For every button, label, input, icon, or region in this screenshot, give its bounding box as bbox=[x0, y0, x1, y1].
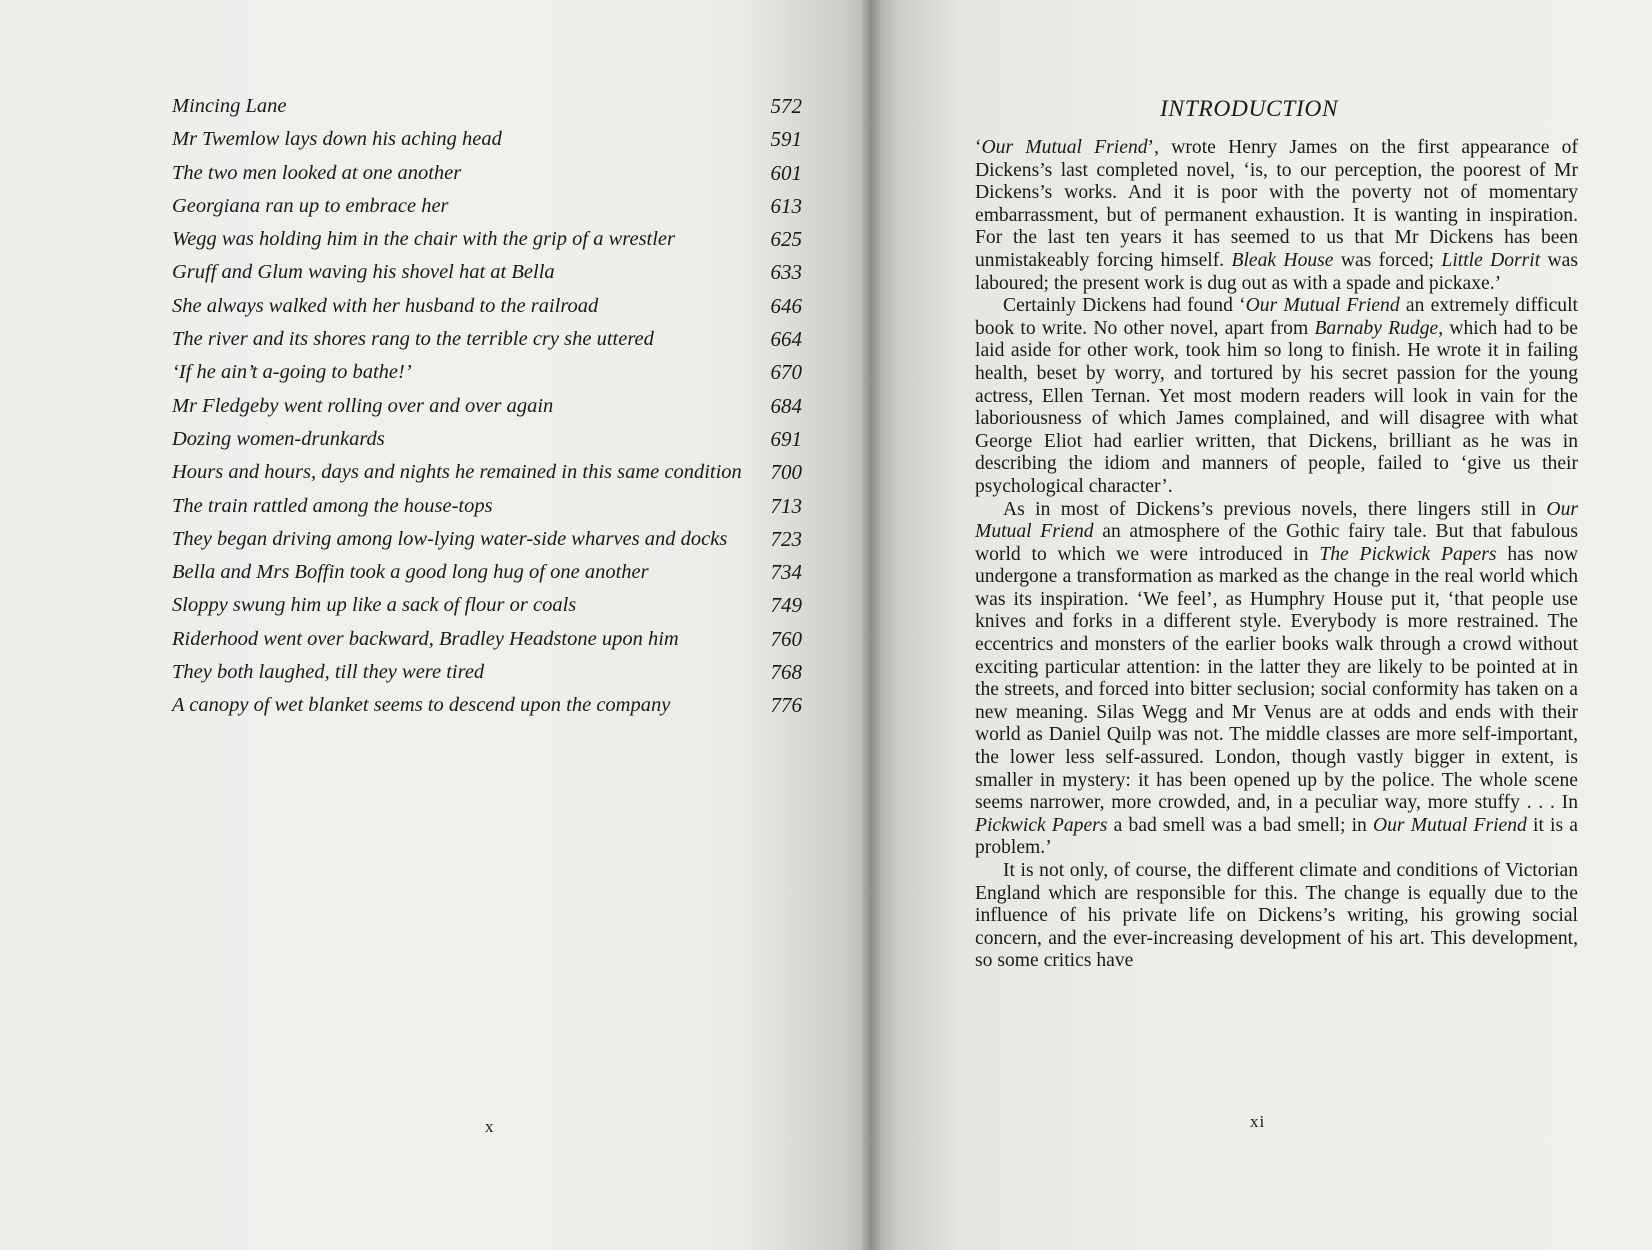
text-run: was laboured; the present work is dug out as with a spade and pickaxe.’ bbox=[975, 249, 1578, 294]
illustration-page-number: 572 bbox=[770, 94, 802, 118]
illustration-page-number: 734 bbox=[770, 560, 802, 585]
illustration-entry bbox=[172, 560, 802, 585]
introduction-body bbox=[975, 137, 1578, 973]
illustration-entry bbox=[172, 394, 802, 419]
introduction-heading: INTRODUCTION bbox=[1160, 96, 1339, 122]
illustration-title: Wegg was holding him in the chair with the grip of a wrestler bbox=[172, 228, 676, 251]
illustration-title: The river and its shores rang to the terrible cry she uttered bbox=[172, 328, 654, 351]
illustration-entry bbox=[172, 460, 802, 485]
text-run: an atmosphere of the Gothic fairy tale. But that fabulous world to which we were introduced in bbox=[975, 521, 1579, 565]
italic-title-run: Our Mutual Friend bbox=[981, 137, 1148, 158]
italic-title-run: Pickwick Papers bbox=[975, 814, 1108, 836]
illustrations-list bbox=[172, 94, 802, 727]
italic-title-run: Barnaby Rudge bbox=[1314, 317, 1439, 339]
illustration-title: Hours and hours, days and nights he remained in this same condition bbox=[172, 461, 742, 484]
illustration-title: The two men looked at one another bbox=[172, 161, 462, 184]
italic-title-run: Little Dorrit bbox=[1441, 249, 1541, 271]
illustration-page-number: 684 bbox=[770, 393, 802, 418]
illustration-entry bbox=[172, 127, 802, 152]
introduction-paragraph bbox=[975, 137, 1578, 295]
illustration-entry bbox=[172, 660, 802, 685]
illustration-entry bbox=[172, 693, 802, 718]
text-run: ‘ bbox=[975, 137, 982, 158]
page-number-right: xi bbox=[1250, 1112, 1266, 1131]
introduction-paragraph bbox=[975, 860, 1578, 973]
illustration-title: She always walked with her husband to the railroad bbox=[172, 294, 599, 317]
illustration-title: Gruff and Glum waving his shovel hat at Bella bbox=[172, 261, 555, 284]
illustration-page-number: 776 bbox=[770, 693, 802, 718]
illustration-entry bbox=[172, 360, 802, 385]
illustration-title: Bella and Mrs Boffin took a good long hug of one another bbox=[172, 561, 649, 584]
illustration-page-number: 633 bbox=[770, 260, 802, 285]
illustration-page-number: 700 bbox=[770, 460, 802, 485]
book-gutter bbox=[862, 0, 880, 1250]
illustration-title: Riderhood went over backward, Bradley Headstone upon him bbox=[172, 627, 679, 650]
illustration-page-number: 713 bbox=[770, 493, 802, 518]
illustration-entry bbox=[172, 593, 802, 618]
page-number-left: x bbox=[485, 1117, 495, 1136]
illustration-page-number: 749 bbox=[770, 593, 802, 618]
illustration-page-number: 768 bbox=[770, 660, 802, 685]
illustration-title: Mr Fledgeby went rolling over and over again bbox=[172, 394, 554, 417]
text-run: , which had to be laid aside for other work, took him so long to finish. He wrote it in failing health, beset by worry, and tortured by his secret passion for the young actress, Ellen Ternan. Yet most modern readers will look in vain for the laboriousness of which James complained, and will disagree with what George Eliot had earlier written, that Dickens, brilliant as he was in describing the idiom and manners of people, failed to ‘give us their psychological character’. bbox=[975, 317, 1579, 497]
illustration-title: Dozing women-drunkards bbox=[172, 427, 385, 450]
illustration-title: They began driving among low-lying water-side wharves and docks bbox=[172, 527, 728, 550]
illustration-title: The train rattled among the house-tops bbox=[172, 494, 493, 517]
illustration-entry bbox=[172, 627, 802, 652]
illustration-page-number: 625 bbox=[770, 227, 802, 252]
text-run: a bad smell was a bad smell; in bbox=[1107, 814, 1373, 836]
text-run: As in most of Dickens’s previous novels, there lingers still in bbox=[1003, 498, 1547, 520]
illustration-entry bbox=[172, 194, 802, 219]
text-run: has now undergone a transformation as marked as the change in the real world which was its inspiration. ‘We feel’, as Humphry House put it, ‘that people use knives and forks in a different style. Everybody is more restrained. The eccentrics and monsters of the earlier books walk through a crowd without exciting particular attention: in the latter they are likely to be pointed at in the streets, and forced into bitter seclusion; social conformity has taken on a new meaning. Silas Wegg and Mr Venus are at odds and ends with their world as Daniel Quilp was not. The middle classes are more self-important, the lower less self-assured. London, though vastly bigger in extent, is smaller in mystery: it has been opened up by the police. The whole scene seems narrower, more crowded, and, in a peculiar way, more stuffy . . . In bbox=[975, 543, 1578, 814]
introduction-paragraph bbox=[975, 499, 1578, 861]
text-run: an extremely difficult book to write. No other novel, apart from bbox=[975, 295, 1578, 339]
illustration-page-number: 613 bbox=[770, 193, 802, 218]
illustration-title: Mincing Lane bbox=[172, 95, 287, 117]
italic-title-run: Our Mutual Friend bbox=[1245, 295, 1400, 317]
text-run: Certainly Dickens had found ‘ bbox=[1003, 295, 1246, 317]
illustration-page-number: 646 bbox=[770, 293, 802, 318]
illustration-entry bbox=[172, 294, 802, 319]
illustration-page-number: 664 bbox=[770, 327, 802, 352]
italic-title-run: Bleak House bbox=[1231, 249, 1334, 271]
text-run: was forced; bbox=[1333, 249, 1442, 271]
illustration-title: ‘If he ain’t a-going to bathe!’ bbox=[172, 361, 412, 384]
illustration-page-number: 601 bbox=[770, 160, 802, 185]
illustration-page-number: 723 bbox=[770, 526, 802, 551]
illustration-entry bbox=[172, 161, 802, 186]
text-run: it is a problem.’ bbox=[975, 814, 1578, 859]
italic-title-run: Our Mutual Friend bbox=[975, 498, 1578, 543]
illustration-title: Georgiana ran up to embrace her bbox=[172, 194, 449, 217]
italic-title-run: Our Mutual Friend bbox=[1372, 814, 1527, 836]
illustration-entry bbox=[172, 427, 802, 452]
text-run: ’, wrote Henry James on the first appearance of Dickens’s last completed novel, ‘is, to our perception, the poorest of Mr Dickens’s works. And it is poor with the poverty not of momentary embarrassment, but of permanent exhaustion. It is wanting in inspiration. For the last ten years it has seemed to us that Mr Dickens has been unmistakeably forcing himself. bbox=[975, 137, 1578, 271]
illustration-title: They both laughed, till they were tired bbox=[172, 661, 485, 684]
illustration-entry bbox=[172, 227, 802, 252]
italic-title-run: The Pickwick Papers bbox=[1319, 543, 1497, 565]
illustration-entry bbox=[172, 327, 802, 352]
illustration-title: Sloppy swung him up like a sack of flour or coals bbox=[172, 594, 577, 617]
illustration-page-number: 760 bbox=[770, 626, 802, 651]
illustration-page-number: 691 bbox=[770, 426, 802, 451]
illustration-page-number: 670 bbox=[770, 360, 802, 385]
illustration-title: Mr Twemlow lays down his aching head bbox=[172, 128, 502, 151]
illustration-entry bbox=[172, 527, 802, 552]
introduction-paragraph bbox=[975, 295, 1578, 498]
illustration-entry bbox=[172, 494, 802, 519]
illustration-entry bbox=[172, 94, 802, 119]
illustration-entry bbox=[172, 260, 802, 285]
illustration-title: A canopy of wet blanket seems to descend upon the company bbox=[172, 694, 671, 717]
text-run: It is not only, of course, the different climate and conditions of Victorian England which are responsible for this. The change is equally due to the influence of his private life on Dickens’s writing, his growing social concern, and the ever-increasing development of his art. This development, so some critics have bbox=[975, 860, 1578, 972]
illustration-page-number: 591 bbox=[770, 127, 802, 152]
